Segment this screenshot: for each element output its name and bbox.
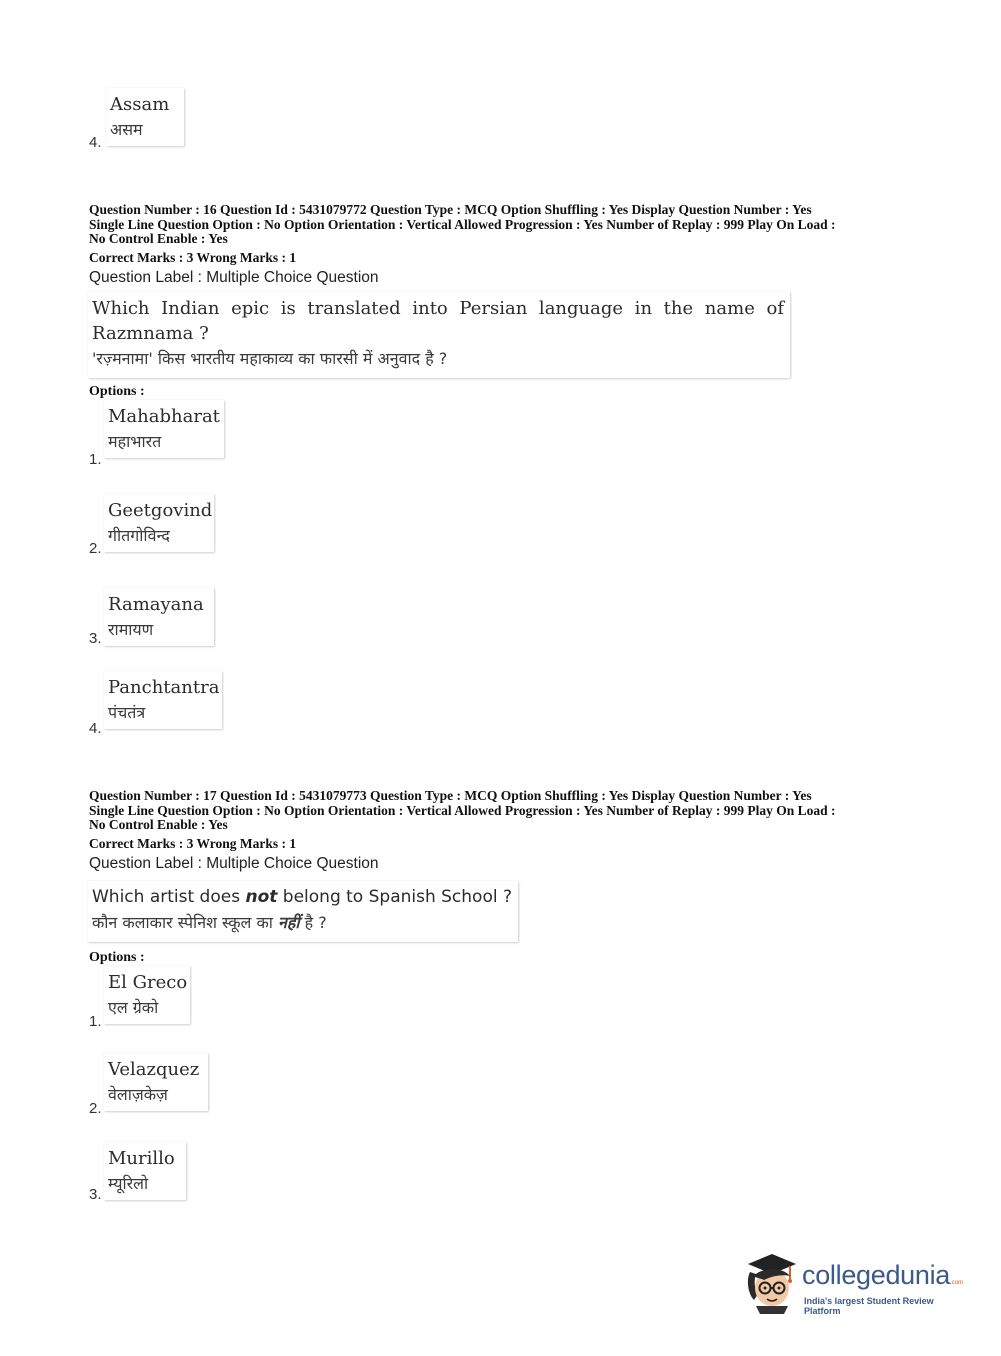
q17-text-hi-emphasis: नहीं <box>278 913 300 932</box>
q17-text-en-post: belong to Spanish School ? <box>277 887 513 907</box>
prev-option-4-number: 4. <box>89 134 102 151</box>
logo-wordmark: collegedunia <box>802 1260 951 1290</box>
q17-meta-line3: No Control Enable : Yes <box>89 817 228 832</box>
q17-option-3-hi: म्यूरिलो <box>108 1174 149 1193</box>
logo-text-group <box>802 1260 963 1291</box>
q16-option-3-hi: रामायण <box>108 620 154 639</box>
q16-option-4-hi: पंचतंत्र <box>108 703 146 722</box>
q16-option-2-box[interactable] <box>104 494 214 552</box>
q16-option-1-hi: महाभारत <box>108 432 162 451</box>
q17-question-text-en <box>92 885 512 910</box>
q16-option-4-en: Panchtantra <box>108 677 220 698</box>
logo-tagline: India's largest Student Review Platform <box>804 1296 934 1316</box>
q17-question-label: Question Label : Multiple Choice Question <box>89 855 379 872</box>
q16-option-1-box[interactable] <box>104 400 224 458</box>
q16-marks: Correct Marks : 3 Wrong Marks : 1 <box>89 250 297 265</box>
q17-option-2-box[interactable] <box>104 1053 208 1111</box>
q17-option-1-hi: एल ग्रेको <box>108 998 159 1017</box>
q17-meta-line1: Question Number : 17 Question Id : 5431079773 Question Type : MCQ Option Shuffling : Yes Display Question Number : Yes <box>89 788 812 803</box>
q16-option-2-number: 2. <box>89 540 102 557</box>
prev-option-4-hi: असम <box>110 120 143 139</box>
q17-text-hi-pre: कौन कलाकार स्पेनिश स्कूल का <box>92 913 279 932</box>
q16-option-1-en: Mahabharat <box>108 406 220 427</box>
q17-option-1-en: El Greco <box>108 972 188 993</box>
q17-option-3-en: Murillo <box>108 1148 175 1169</box>
q17-question-text-hi <box>92 910 512 936</box>
q17-text-en-emphasis: not <box>245 887 278 907</box>
q17-option-2-hi: वेलाज़केज़ <box>108 1085 168 1104</box>
q16-meta-line3: No Control Enable : Yes <box>89 231 228 246</box>
q16-meta <box>89 203 919 247</box>
prev-option-4-box <box>106 88 184 146</box>
collegedunia-logo <box>742 1250 972 1320</box>
q17-text-hi-post: है ? <box>299 913 327 932</box>
q16-option-3-en: Ramayana <box>108 594 204 615</box>
q16-options-header: Options : <box>89 384 145 399</box>
prev-option-4-en: Assam <box>110 94 170 115</box>
q17-option-3-number: 3. <box>89 1186 102 1203</box>
q17-question-box <box>88 881 518 942</box>
q16-meta-line1: Question Number : 16 Question Id : 5431079772 Question Type : MCQ Option Shuffling : Yes Display Question Number : Yes <box>89 202 812 217</box>
q17-option-2-en: Velazquez <box>108 1059 200 1080</box>
q17-option-2-number: 2. <box>89 1100 102 1117</box>
q17-text-en-pre: Which artist does <box>92 887 246 907</box>
q17-meta <box>89 789 919 833</box>
q16-question-text-en: Which Indian epic is translated into Persian language in the name of Razmnama ? <box>92 298 784 344</box>
q17-option-1-number: 1. <box>89 1013 102 1030</box>
q16-option-2-en: Geetgovind <box>108 500 213 521</box>
q17-options-header: Options : <box>89 950 145 965</box>
q16-question-box <box>88 292 790 378</box>
q16-option-1-number: 1. <box>89 451 102 468</box>
student-mascot-icon <box>742 1250 800 1314</box>
q16-meta-line2: Single Line Question Option : No Option Orientation : Vertical Allowed Progression : Yes Number of Replay : 999 Play On Load : <box>89 216 836 232</box>
q16-option-2-hi: गीतगोविन्द <box>108 526 170 545</box>
logo-suffix: .com <box>950 1280 964 1286</box>
q16-option-3-box[interactable] <box>104 588 214 646</box>
q17-marks: Correct Marks : 3 Wrong Marks : 1 <box>89 836 297 851</box>
q16-option-4-number: 4. <box>89 720 102 737</box>
q17-option-1-box[interactable] <box>104 966 190 1024</box>
q16-question-label: Question Label : Multiple Choice Question <box>89 269 379 286</box>
q17-option-3-box[interactable] <box>104 1142 186 1200</box>
q16-question-text-hi: 'रज़्मनामा' किस भारतीय महाकाव्य का फारसी में अनुवाद है ? <box>92 349 448 368</box>
q17-meta-line2: Single Line Question Option : No Option Orientation : Vertical Allowed Progression : Yes Number of Replay : 999 Play On Load : <box>89 802 836 818</box>
q16-option-3-number: 3. <box>89 630 102 647</box>
q16-option-4-box[interactable] <box>104 671 222 729</box>
